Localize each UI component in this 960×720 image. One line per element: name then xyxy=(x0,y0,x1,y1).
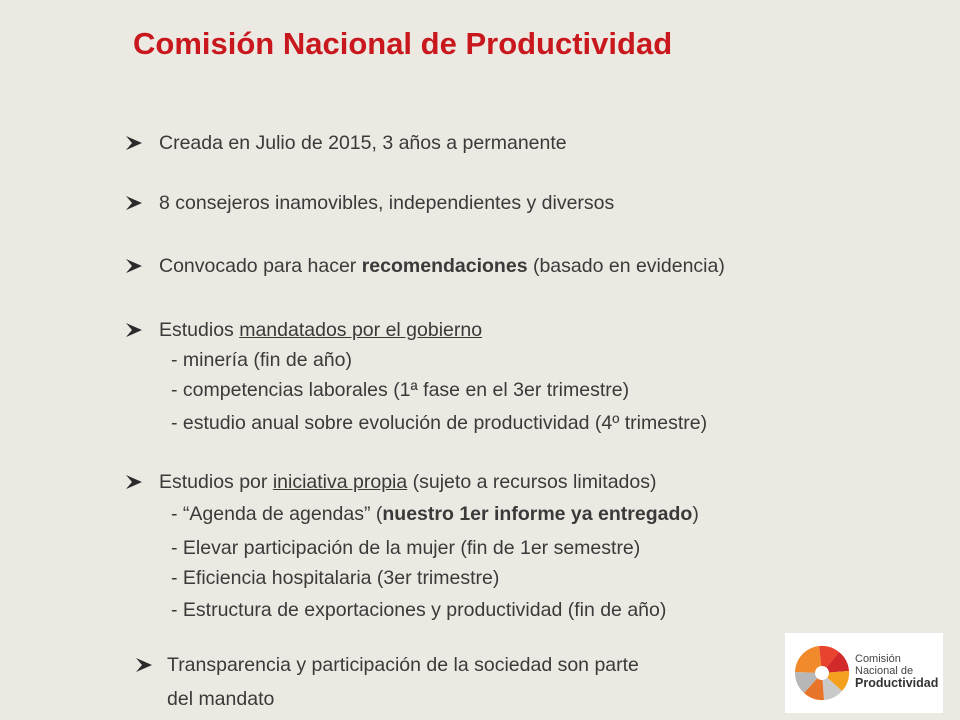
arrowhead-bullet-icon xyxy=(124,188,146,218)
cnp-logo-icon xyxy=(789,633,853,713)
bullet-text-underline: iniciativa propia xyxy=(272,471,408,493)
bullet-text-underline: mandatados por el gobierno xyxy=(239,319,483,341)
sub-item: - Elevar participación de la mujer (fin de 1er semestre) xyxy=(171,537,641,559)
bullet-text-continuation: del mandato xyxy=(167,688,275,710)
slide-title: Comisión Nacional de Productividad xyxy=(133,26,673,61)
bullet-text-post: (basado en evidencia) xyxy=(527,255,725,277)
arrowhead-bullet-icon xyxy=(124,251,146,281)
sub-text-post: ) xyxy=(692,503,699,525)
arrowhead-bullet-icon xyxy=(134,650,156,680)
arrowhead-bullet-icon xyxy=(124,128,146,158)
sub-text-bold: nuestro 1er informe ya entregado xyxy=(382,503,693,525)
logo-text xyxy=(855,653,938,689)
bullet-text-pre: Estudios por xyxy=(159,471,273,493)
arrowhead-bullet-icon xyxy=(124,315,146,345)
sub-item: - minería (fin de año) xyxy=(171,349,352,371)
sub-item xyxy=(171,499,699,529)
sub-item: - Eficiencia hospitalaria (3er trimestre) xyxy=(171,567,500,589)
bullet-text-bold: recomendaciones xyxy=(361,255,528,277)
bullet-text-pre: Convocado para hacer xyxy=(159,255,362,277)
sub-item: - estudio anual sobre evolución de productividad (4º trimestre) xyxy=(171,412,708,434)
bullet-text xyxy=(159,315,482,345)
bullet-text xyxy=(159,467,656,497)
logo-line-strong: Productividad xyxy=(855,676,939,690)
sub-item: - competencias laborales (1ª fase en el 3er trimestre) xyxy=(171,379,630,401)
bullet-text: 8 consejeros inamovibles, independientes y diversos xyxy=(159,192,615,214)
bullet-text: Creada en Julio de 2015, 3 años a permanente xyxy=(159,132,567,154)
bullet-text-post: (sujeto a recursos limitados) xyxy=(407,471,657,493)
sub-item: - Estructura de exportaciones y productividad (fin de año) xyxy=(171,599,667,621)
sub-text-pre: - “Agenda de agendas” ( xyxy=(171,503,383,525)
bullet-text xyxy=(159,251,725,281)
bullet-text: Transparencia y participación de la sociedad son parte xyxy=(167,654,639,676)
cnp-logo xyxy=(785,633,943,713)
logo-line: Comisión xyxy=(855,653,901,665)
bullet-text-pre: Estudios xyxy=(159,319,240,341)
arrowhead-bullet-icon xyxy=(124,467,146,497)
logo-line: Nacional de xyxy=(855,665,914,677)
